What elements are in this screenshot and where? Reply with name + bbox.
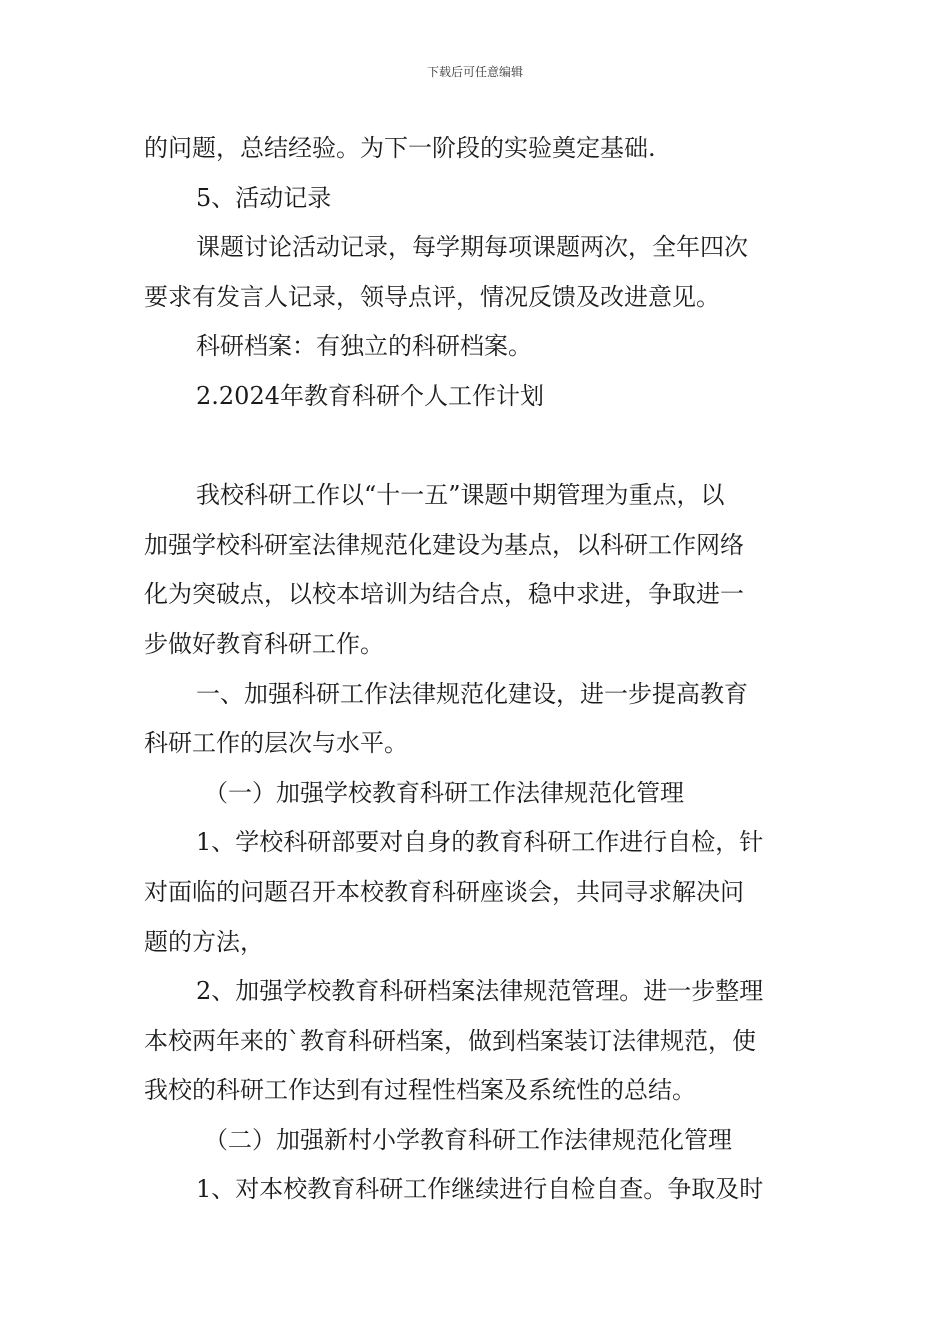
text-line: 科研工作的层次与水平。 xyxy=(144,729,408,758)
blank-line xyxy=(144,422,808,472)
text-line: 要求有发言人记录，领导点评，情况反馈及改进意见。 xyxy=(144,282,720,311)
text-line: 2、加强学校教育科研档案法律规范管理。进一步整理 xyxy=(196,977,764,1006)
subsection-heading: （二）加强新村小学教育科研工作法律规范化管理 xyxy=(204,1125,732,1154)
text-line: 我校科研工作以“十一五”课题中期管理为重点，以 xyxy=(196,481,725,510)
text-line: 题的方法， xyxy=(144,927,264,956)
subsection-heading: （一）加强学校教育科研工作法律规范化管理 xyxy=(204,778,684,807)
text-line: 1、学校科研部要对自身的教育科研工作进行自检，针 xyxy=(196,828,764,857)
text-line: 一、加强科研工作法律规范化建设，进一步提高教育 xyxy=(196,679,748,708)
text-line: 化为突破点，以校本培训为结合点，稳中求进，争取进一 xyxy=(144,580,744,609)
text-line: 的问题，总结经验。为下一阶段的实验奠定基础. xyxy=(144,134,656,162)
page-header-note: 下载后可任意编辑 xyxy=(426,65,523,79)
text-line: 加强学校科研室法律规范化建设为基点，以科研工作网络 xyxy=(144,530,744,559)
text-line: 步做好教育科研工作。 xyxy=(144,629,384,658)
text-line: 科研档案：有独立的科研档案。 xyxy=(196,332,532,361)
text-line: 1、对本校教育科研工作继续进行自检自查。争取及时 xyxy=(196,1175,764,1204)
text-line: 课题讨论活动记录，每学期每项课题两次，全年四次 xyxy=(196,233,748,262)
text-line: 对面临的问题召开本校教育科研座谈会，共同寻求解决问 xyxy=(144,877,744,906)
section-heading: 2.2024年教育科研个人工作计划 xyxy=(196,381,544,410)
text-line: 本校两年来的`教育科研档案，做到档案装订法律规范，使 xyxy=(144,1026,756,1055)
text-line: 我校的科研工作达到有过程性档案及系统性的总结。 xyxy=(144,1076,696,1105)
text-line: 5、活动记录 xyxy=(196,183,332,212)
document-body xyxy=(144,124,808,1215)
